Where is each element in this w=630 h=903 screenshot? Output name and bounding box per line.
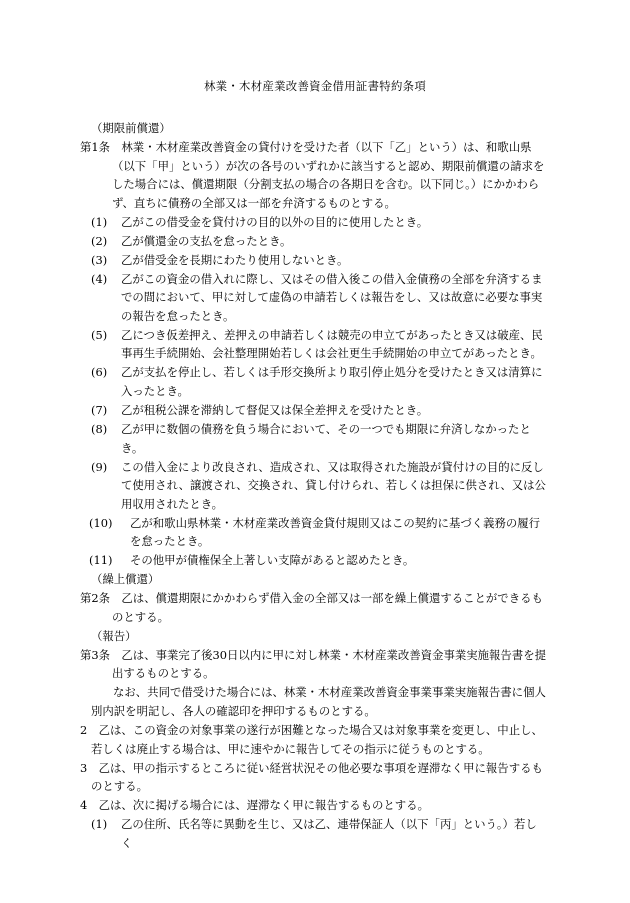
item-text: 乙がこの資金の借入れに際し、又はその借入後この借入金債務の全部を弁済するまでの間において、甲に対して虚偽の申請若しくは報告をし、又は故意に必要な事実の報告を怠ったとき。 (121, 271, 543, 323)
item-text: その他甲が債権保全上著しい支障があると認めたとき。 (130, 553, 415, 568)
item-number: (2) (91, 233, 108, 248)
item-number: (1) (91, 817, 108, 832)
article-2: 第2条 乙は、償還期限にかかわらず借入金の全部又は一部を繰上償還することができるものとする。 (80, 591, 543, 624)
item-text: 乙が租税公課を滞納して督促又は保全差押えを受けたとき。 (121, 403, 429, 418)
item-text: 乙が償還金の支払を怠ったとき。 (121, 233, 292, 248)
section-caption-prepayment: （繰上償還） (91, 572, 160, 587)
list-item (91, 270, 548, 326)
item-text: 乙が借受金を長期にわたり使用しないとき。 (121, 252, 349, 267)
document-title: 林業・木材産業改善資金借用証書特約条項 (203, 79, 427, 93)
item-number: (1) (91, 214, 108, 229)
article-3-paragraph-2: 2 乙は、この資金の対象事業の遂行が困難となった場合又は対象事業を変更し、中止し、若しくは廃止する場合は、甲に速やかに報告してその指示に従うものとする。 (80, 723, 543, 756)
item-text: この借入金により改良され、造成され、又は取得された施設が貸付けの目的に反して使用され、譲渡され、交換され、貸し付けられ、若しくは担保に供され、又は公用収用されたとき。 (121, 459, 546, 511)
item-number: (7) (91, 403, 108, 418)
article-1-items (80, 213, 548, 570)
article-3-note: なお、共同で借受けた場合には、林業・木材産業改善資金事業事業実施報告書に個人別内訳を明記し、各人の確認印を押印するものとする。 (91, 685, 546, 719)
item-text: 乙が支払を停止し、若しくは手形交換所より取引停止処分を受けたとき又は清算に入ったとき。 (121, 365, 543, 399)
item-text: 乙が和歌山県林業・木材産業改善資金貸付規則又はこの契約に基づく義務の履行を怠ったとき。 (130, 515, 541, 549)
item-number: (9) (91, 459, 108, 474)
item-number: (5) (91, 327, 108, 342)
list-item (91, 363, 548, 400)
item-number: (6) (91, 365, 108, 380)
list-item (91, 420, 548, 457)
article-3-paragraph-4: 4 乙は、次に掲げる場合には、遅滞なく甲に報告するものとする。 (80, 798, 429, 813)
list-item (91, 251, 548, 270)
list-item (91, 213, 548, 232)
item-text: 乙につき仮差押え、差押えの申請若しくは競売の申立てがあったとき又は破産、民事再生手続開始、会社整理開始若しくは会社更生手続開始の申立てがあったとき。 (121, 327, 543, 361)
list-item (91, 815, 548, 852)
list-item (91, 232, 548, 251)
article-3-paragraph-3: 3 乙は、甲の指示するところに従い経営状況その他必要な事項を遅滞なく甲に報告するものとする。 (80, 760, 543, 794)
section-caption-report: （報告） (91, 628, 137, 643)
item-text: 乙が甲に数個の債務を負う場合において、その一つでも期限に弁済しなかったとき。 (121, 422, 531, 455)
item-number: (4) (91, 271, 108, 286)
item-number: (11) (89, 553, 113, 568)
list-item (91, 458, 548, 514)
list-item (91, 326, 548, 363)
item-number: (10) (89, 515, 113, 530)
item-number: (3) (91, 252, 108, 267)
item-text: 乙がこの借受金を貸付けの目的以外の目的に使用したとき。 (121, 214, 429, 229)
list-item (89, 551, 548, 570)
article-1: 第1条 林業・木材産業改善資金の貸付けを受けた者（以下「乙」という）は、和歌山県（以下「甲」という）が次の各号のいずれかに該当すると認め、期限前償還の請求をした場合には、償還期限（分割支払の場合の各期日を含む。以下同じ。）にかかわらず、直ちに債務の全部又は一部を弁済するものとする。 (80, 139, 545, 210)
list-item (91, 401, 548, 420)
document-body (80, 119, 548, 853)
item-text: 乙の住所、氏名等に異動を生じ、又は乙、連帯保証人（以下「丙」という。）若しく (121, 817, 537, 850)
item-number: (8) (91, 422, 108, 437)
list-item (89, 514, 548, 551)
section-caption-early-repayment: （期限前償還） (91, 121, 171, 135)
article-3: 第3条 乙は、事業完了後30日以内に甲に対し林業・木材産業改善資金事業実施報告書を提出するものとする。 (80, 647, 546, 681)
